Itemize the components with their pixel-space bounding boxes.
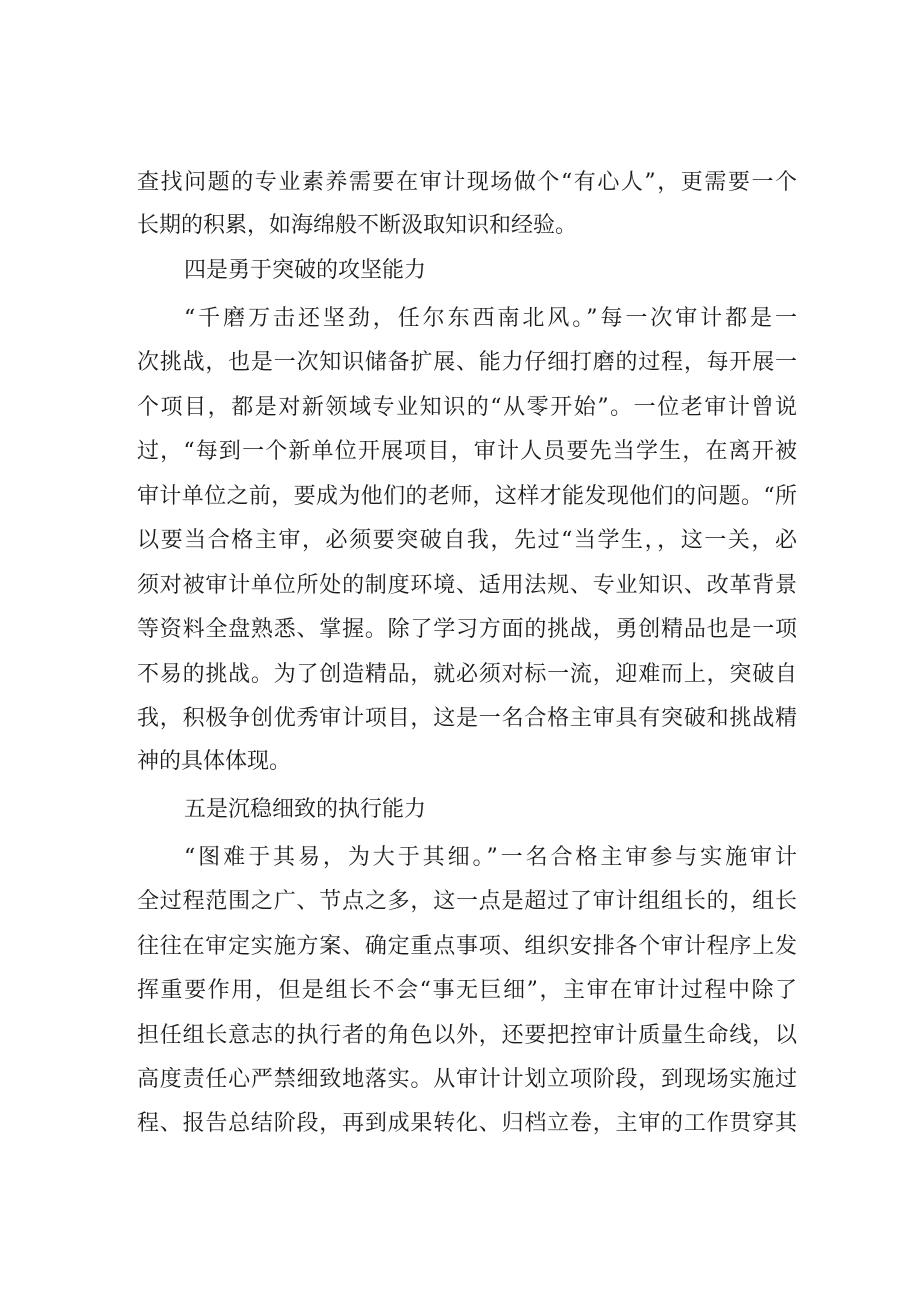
paragraph-2-line-1: “千磨万击还坚劲，任尔东西南北风。”每一次审计都是一	[184, 306, 797, 331]
paragraph-3-line-2: 全过程范围之广、节点之多，这一点是超过了审计组组长的，组长	[137, 889, 797, 914]
paragraph-2-line-4: 过，“每到一个新单位开展项目，审计人员要先当学生，在离开被	[137, 439, 797, 464]
paragraph-1-line-1: 查找问题的专业素养需要在审计现场做个“有心人”，更需要一个	[137, 170, 797, 195]
paragraph-2-line-6: 以要当合格主审，必须要突破自我，先过“当学生，，这一关，必	[137, 528, 797, 553]
paragraph-2-line-10: 我，积极争创优秀审计项目，这是一名合格主审具有突破和挑战精	[137, 706, 797, 731]
section-heading-5: 五是沉稳细致的执行能力	[184, 797, 427, 822]
paragraph-2-line-7: 须对被审计单位所处的制度环境、适用法规、专业知识、改革背景	[137, 573, 797, 598]
paragraph-2-line-9: 不易的挑战。为了创造精品，就必须对标一流，迎难而上，突破自	[137, 662, 797, 687]
paragraph-2-line-5: 审计单位之前，要成为他们的老师，这样才能发现他们的问题。“所	[137, 484, 797, 509]
paragraph-2-line-2: 次挑战，也是一次知识储备扩展、能力仔细打磨的过程，每开展一	[137, 350, 797, 375]
paragraph-3-line-3: 往往在审定实施方案、确定重点事项、组织安排各个审计程序上发	[137, 934, 797, 959]
paragraph-2-line-3: 个项目，都是对新领域专业知识的“从零开始”。一位老审计曾说	[137, 395, 797, 420]
paragraph-3-line-7: 程、报告总结阶段，再到成果转化、归档立卷，主审的工作贯穿其	[137, 1111, 797, 1136]
section-heading-4: 四是勇于突破的攻坚能力	[184, 258, 427, 283]
paragraph-3-line-6: 高度责任心严禁细致地落实。从审计计划立项阶段，到现场实施过	[137, 1067, 797, 1092]
paragraph-2-line-8: 等资料全盘熟悉、掌握。除了学习方面的挑战，勇创精品也是一项	[137, 617, 797, 642]
paragraph-3-line-4: 挥重要作用，但是组长不会“事无巨细”，主审在审计过程中除了	[137, 978, 797, 1003]
paragraph-1-line-2: 长期的积累，如海绵般不断汲取知识和经验。	[137, 213, 578, 238]
paragraph-3-line-1: “图难于其易，为大于其细。”一名合格主审参与实施审计	[184, 845, 797, 870]
paragraph-3-line-5: 担任组长意志的执行者的角色以外，还要把控审计质量生命线，以	[137, 1023, 797, 1048]
paragraph-2-line-11: 神的具体体现。	[137, 749, 292, 774]
